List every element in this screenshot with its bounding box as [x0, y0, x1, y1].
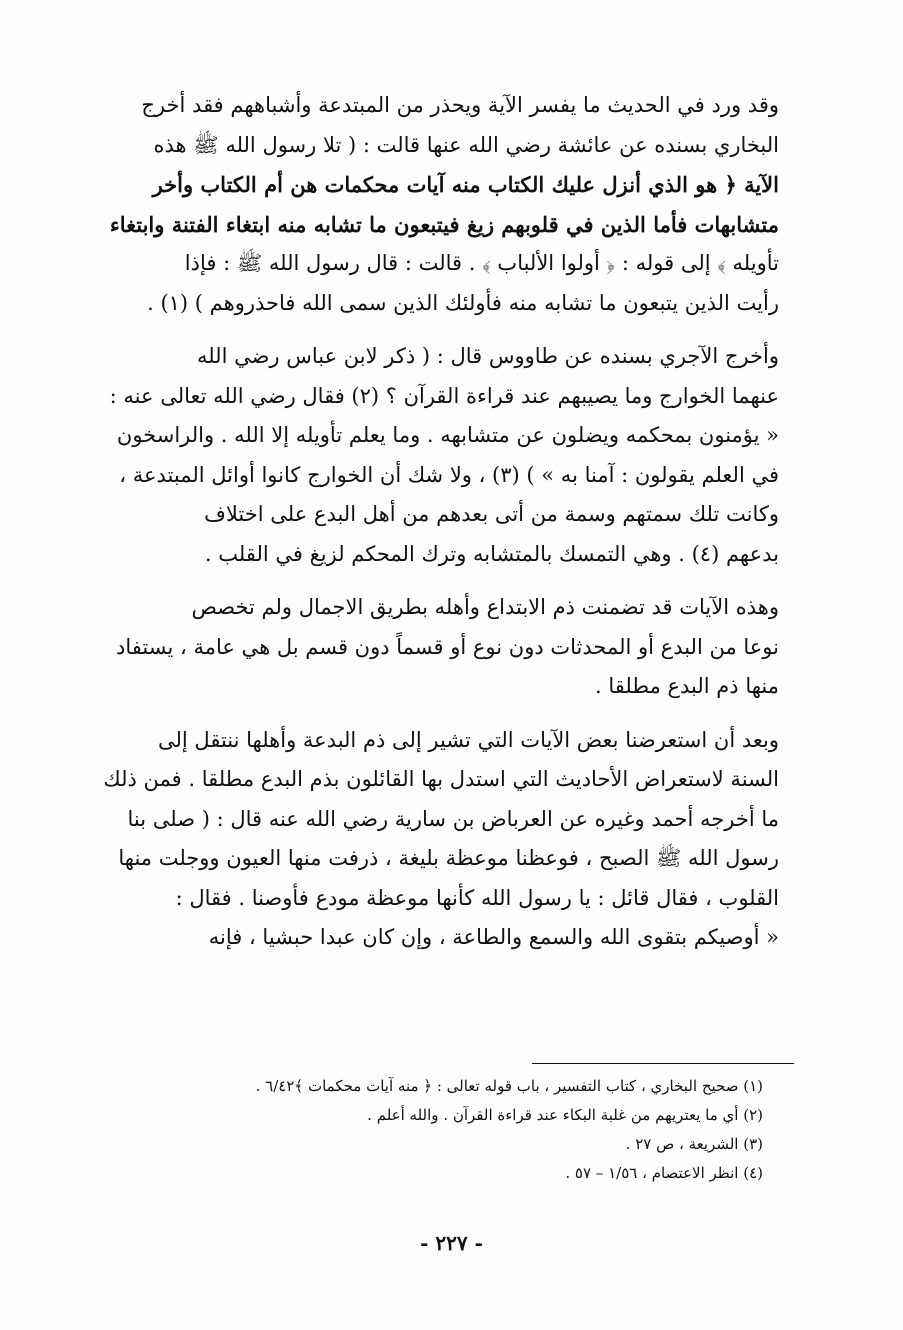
- text-line: السنة لاستعراض الأحاديث التي استدل بها القائلون بذم البدع مطلقا . فمن ذلك: [103, 767, 779, 791]
- text-line: منها ذم البدع مطلقا .: [595, 674, 779, 698]
- text-line: وهذه الآيات قد تضمنت ذم الابتداع وأهله بطريق الاجمال ولم تخصص: [191, 595, 779, 619]
- text-line: « أوصيكم بتقوى الله والسمع والطاعة ، وإن كان عبدا حبشيا ، فإنه: [208, 925, 779, 949]
- paragraph-2: [100, 337, 807, 574]
- footnote-2: (٢) أي ما يعتريهم من غلبة البكاء عند قراءة القرآن . والله أعلم .: [367, 1106, 763, 1124]
- text-line: « يؤمنون بمحكمه ويضلون عن متشابهه . وما يعلم تأويله إلا الله . والراسخون: [116, 423, 779, 447]
- footnotes: [100, 1072, 763, 1188]
- text-line: عنهما الخوارج وما يصيبهم عند قراءة القرآن ؟ (٢) فقال رضي الله تعالى عنه :: [109, 383, 779, 408]
- text-line: ما أخرجه أحمد وغيره عن العرباض بن سارية رضي الله عنه قال : ( صلى بنا: [127, 806, 779, 831]
- body-text: [100, 86, 807, 972]
- text-line: وكانت تلك سمتهم وسمة من أتى بعدهم من أهل البدع على اختلاف: [204, 502, 779, 526]
- text-line: في العلم يقولون : آمنا به » ) (٣) ، ولا شك أن الخوارج كانوا أوائل المبتدعة ،: [119, 462, 779, 487]
- footnote-1: (١) صحيح البخاري ، كتاب التفسير ، باب قوله تعالى : ﴿ منه آيات محكمات ﴾٦/٤٢ .: [255, 1077, 763, 1095]
- text-line: البخاري بسنده عن عائشة رضي الله عنها قالت : ( تلا رسول الله ﷺ هذه: [153, 132, 779, 157]
- paragraph-4: [100, 721, 807, 958]
- text-line: رأيت الذين يتبعون ما تشابه منه فأولئك الذين سمى الله فاحذروهم ) (١) .: [147, 290, 779, 315]
- text-line: بدعهم (٤) . وهي التمسك بالمتشابه وترك المحكم لزيغ في القلب .: [204, 541, 779, 566]
- paragraph-3: [100, 588, 807, 707]
- text-line-quran: الآية ﴿ هو الذي أنزل عليك الكتاب منه آيات محكمات هن أم الكتاب وأخر: [152, 172, 779, 197]
- text-line: وقد ورد في الحديث ما يفسر الآية ويحذر من المبتدعة وأشباههم فقد أخرج: [141, 93, 779, 117]
- text-line: وأخرج الآجري بسنده عن طاووس قال : ( ذكر لابن عباس رضي الله: [196, 344, 779, 368]
- page-number: - ٢٢٧ -: [420, 1231, 483, 1255]
- text-line: وبعد أن استعرضنا بعض الآيات التي تشير إلى ذم البدعة وأهلها ننتقل إلى: [158, 727, 779, 752]
- text-line: القلوب ، فقال قائل : يا رسول الله كأنها موعظة مودع فأوصنا . فقال :: [175, 885, 779, 910]
- paragraph-1: [100, 86, 807, 323]
- text-line-quran: متشابهات فأما الذين في قلوبهم زيغ فيتبعون ما تشابه منه ابتغاء الفتنة وابتغاء: [109, 211, 779, 237]
- text-line: نوعا من البدع أو المحدثات دون نوع أو قسماً دون قسم بل هي عامة ، يستفاد: [116, 634, 779, 659]
- footnote-4: (٤) انظر الاعتصام ، ١/٥٦ – ٥٧ .: [565, 1164, 763, 1182]
- text-line: رسول الله ﷺ الصبح ، فوعظنا موعظة بليغة ، ذرفت منها العيون ووجلت منها: [118, 846, 779, 870]
- footnote-separator: [532, 1063, 794, 1064]
- footnote-3: (٣) الشريعة ، ص ٢٧ .: [625, 1135, 763, 1153]
- text-line: تأويله ﴾ إلى قوله : ﴿ أولوا الألباب ﴾ . قالت : قال رسول الله ﷺ : فإذا: [184, 251, 779, 275]
